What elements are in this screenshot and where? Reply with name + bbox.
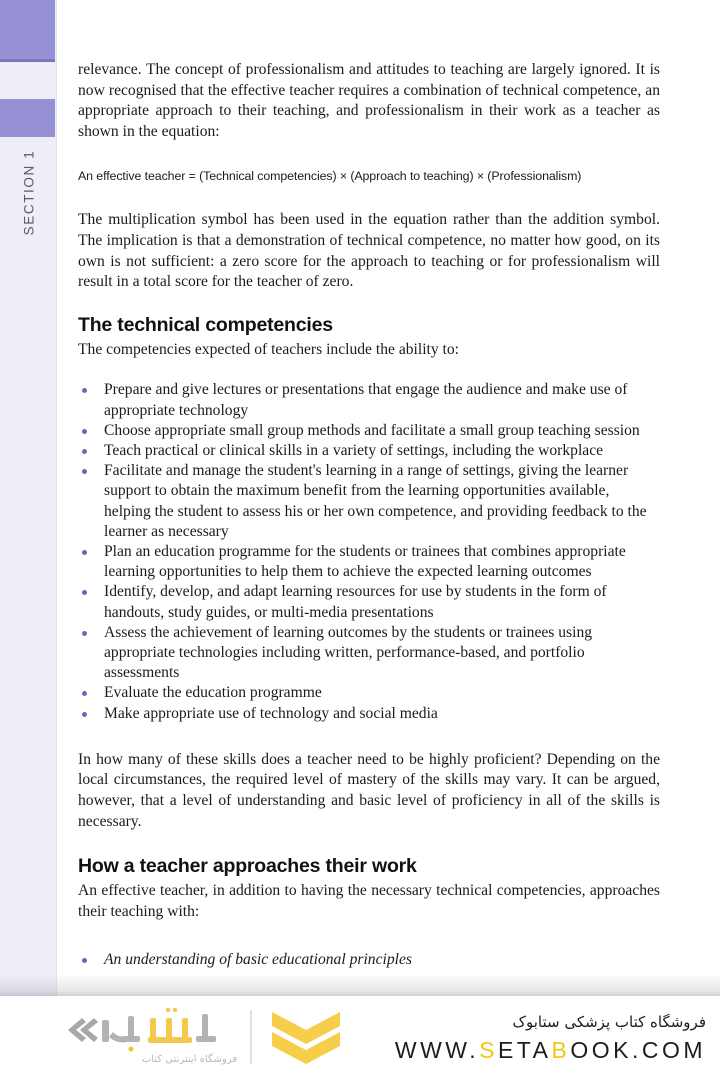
footer-url-segment: OOK.COM	[570, 1036, 706, 1063]
rail-block-top	[0, 0, 55, 62]
footer-url-segment: WWW.	[394, 1036, 480, 1063]
spacer	[78, 184, 660, 210]
section-rail	[0, 0, 57, 996]
footer-url-segment: B	[551, 1036, 571, 1063]
spacer	[78, 922, 660, 950]
list-item: An understanding of basic educational principles	[78, 950, 660, 970]
list-item: Plan an education programme for the students or trainees that combines appropriate learning opportunities to help them to achieve the expected learning outcomes	[78, 542, 660, 582]
bullet-list-competencies	[78, 380, 660, 723]
heading-approaches-work: How a teacher approaches their work	[78, 855, 417, 878]
footer-url-segment: S	[479, 1036, 498, 1063]
page-bottom-shadow	[0, 974, 720, 996]
list-item: Assess the achievement of learning outcomes by the students or trainees using appropriate technologies including written, performance-based, and portfolio assessments	[78, 623, 660, 684]
list-item: Make appropriate use of technology and social media	[78, 704, 660, 724]
bullet-list-approaches	[78, 950, 660, 970]
list-item: Identify, develop, and adapt learning resources for use by students in the form of handouts, study guides, or multi-media presentations	[78, 582, 660, 622]
footer-tagline: فروشگاه کتاب پزشکی ستابوک	[512, 1012, 706, 1031]
footer-banner	[0, 996, 720, 1080]
heading-technical-competencies: The technical competencies	[78, 313, 333, 336]
spacer	[78, 832, 660, 854]
section-label: SECTION 1	[21, 149, 37, 236]
spacer	[78, 360, 660, 380]
content-column	[78, 0, 660, 971]
paragraph-proficiency: In how many of these skills does a teacher need to be highly proficient? Depending on the local circumstances, the required level of mastery of the skills may vary. It can be argued, however, that a level of understanding and basic level of proficiency in all of the skills is necessary.	[78, 750, 660, 830]
equation-line: An effective teacher = (Technical competencies) × (Approach to teaching) × (Professionalism)	[78, 169, 582, 184]
setabook-wordmark-icon	[62, 1004, 237, 1056]
logo-divider	[250, 1010, 252, 1064]
list-item: Evaluate the education programme	[78, 683, 660, 703]
footer-url[interactable]	[395, 1037, 706, 1064]
list-item: Choose appropriate small group methods and facilitate a small group teaching session	[78, 421, 660, 441]
list-item: Teach practical or clinical skills in a variety of settings, including the workplace	[78, 441, 660, 461]
paragraph-intro: relevance. The concept of professionalism and attitudes to teaching are largely ignored. It is now recognised that the effective teacher requires a combination of technical competence, an appropriate approach to their teaching, and professionalism in their work as a teacher as shown in the equation:	[78, 61, 660, 140]
list-item: Facilitate and manage the student's learning in a range of settings, giving the learner support to obtain the maximum benefit from the learning opportunities available, helping the student to assess his or her own competence, and providing feedback to the learner as necessary	[78, 461, 660, 542]
spacer	[78, 142, 660, 168]
footer-logo-area	[0, 996, 300, 1080]
spacer	[78, 293, 660, 313]
list-item: Prepare and give lectures or presentations that engage the audience and make use of appropriate technology	[78, 380, 660, 420]
lead-in-approaches: An effective teacher, in addition to having the necessary technical competencies, approaches their teaching with:	[78, 882, 660, 920]
paragraph-multiplication: The multiplication symbol has been used in the equation rather than the addition symbol. The implication is that a demonstration of technical competence, no matter how good, on its own is not sufficient: a zero score for the approach to teaching or for professionalism will result in a total score for the teacher of zero.	[78, 211, 660, 291]
spacer	[78, 724, 660, 750]
logo-subtitle: فروشگاه اینترنتی کتاب	[141, 1054, 237, 1065]
footer-url-segment: ETA	[497, 1036, 552, 1063]
top-spacer	[78, 0, 660, 60]
lead-in-competencies: The competencies expected of teachers include the ability to:	[78, 340, 460, 358]
footer-text-area	[300, 996, 720, 1080]
